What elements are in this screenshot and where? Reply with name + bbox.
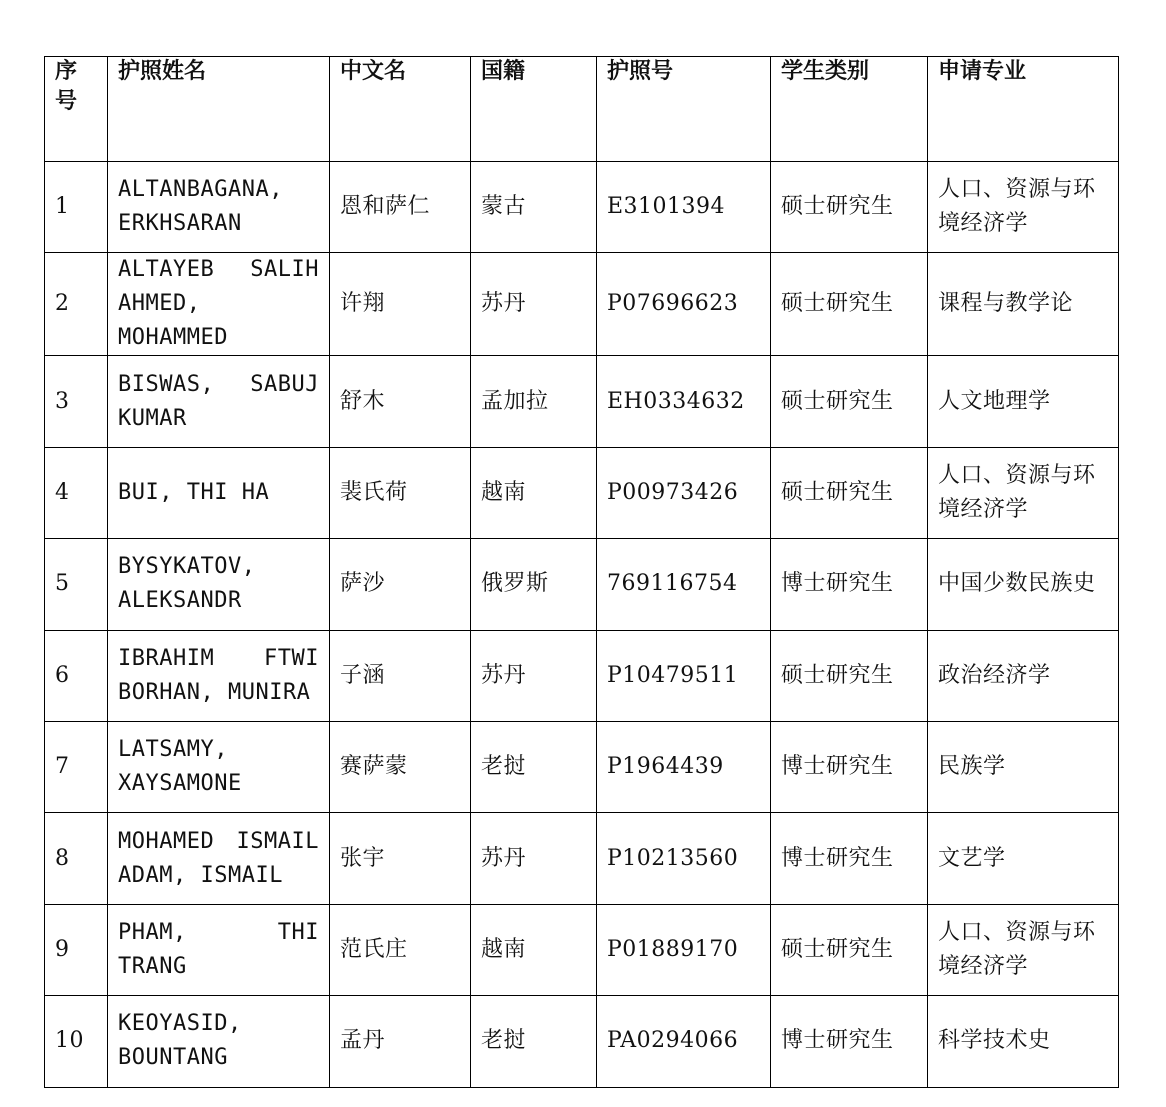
cell-chinese-name: 恩和萨仁 xyxy=(330,162,471,253)
cell-passport-no: P07696623 xyxy=(597,253,771,356)
cell-nationality: 蒙古 xyxy=(471,162,597,253)
table-row xyxy=(45,539,1119,630)
header-passport-name: 护照姓名 xyxy=(108,57,330,162)
cell-passport-name: MOHAMED ISMAIL ADAM, ISMAIL xyxy=(108,813,330,904)
cell-passport-no: 769116754 xyxy=(597,539,771,630)
cell-nationality: 孟加拉 xyxy=(471,356,597,447)
cell-nationality: 苏丹 xyxy=(471,813,597,904)
cell-passport-no: P10479511 xyxy=(597,630,771,721)
cell-category: 博士研究生 xyxy=(771,539,928,630)
cell-passport-no: P00973426 xyxy=(597,447,771,538)
cell-passport-no: E3101394 xyxy=(597,162,771,253)
cell-index: 7 xyxy=(45,721,108,812)
table-row xyxy=(45,162,1119,253)
cell-passport-no: EH0334632 xyxy=(597,356,771,447)
cell-passport-no: P1964439 xyxy=(597,721,771,812)
cell-category: 硕士研究生 xyxy=(771,162,928,253)
cell-index: 3 xyxy=(45,356,108,447)
cell-index: 9 xyxy=(45,904,108,995)
cell-nationality: 越南 xyxy=(471,447,597,538)
cell-category: 硕士研究生 xyxy=(771,253,928,356)
cell-chinese-name: 范氏庄 xyxy=(330,904,471,995)
cell-major: 政治经济学 xyxy=(928,630,1119,721)
header-passport-no: 护照号 xyxy=(597,57,771,162)
cell-chinese-name: 许翔 xyxy=(330,253,471,356)
table-row xyxy=(45,996,1119,1087)
cell-nationality: 苏丹 xyxy=(471,630,597,721)
cell-category: 博士研究生 xyxy=(771,813,928,904)
cell-index: 2 xyxy=(45,253,108,356)
header-major: 申请专业 xyxy=(928,57,1119,162)
cell-passport-no: P10213560 xyxy=(597,813,771,904)
cell-chinese-name: 孟丹 xyxy=(330,996,471,1087)
header-category: 学生类别 xyxy=(771,57,928,162)
cell-passport-name: PHAM, THI TRANG xyxy=(108,904,330,995)
cell-category: 博士研究生 xyxy=(771,996,928,1087)
cell-category: 硕士研究生 xyxy=(771,356,928,447)
table-row xyxy=(45,630,1119,721)
table-row xyxy=(45,721,1119,812)
cell-category: 博士研究生 xyxy=(771,721,928,812)
cell-major: 人文地理学 xyxy=(928,356,1119,447)
cell-category: 硕士研究生 xyxy=(771,904,928,995)
cell-passport-no: P01889170 xyxy=(597,904,771,995)
cell-chinese-name: 张宇 xyxy=(330,813,471,904)
cell-major: 人口、资源与环境经济学 xyxy=(928,162,1119,253)
table-row xyxy=(45,447,1119,538)
cell-index: 4 xyxy=(45,447,108,538)
header-nationality: 国籍 xyxy=(471,57,597,162)
cell-category: 硕士研究生 xyxy=(771,447,928,538)
cell-chinese-name: 赛萨蒙 xyxy=(330,721,471,812)
cell-index: 6 xyxy=(45,630,108,721)
cell-passport-name: LATSAMY, XAYSAMONE xyxy=(108,721,330,812)
cell-major: 人口、资源与环境经济学 xyxy=(928,904,1119,995)
cell-category: 硕士研究生 xyxy=(771,630,928,721)
header-chinese-name: 中文名 xyxy=(330,57,471,162)
cell-major: 中国少数民族史 xyxy=(928,539,1119,630)
cell-nationality: 苏丹 xyxy=(471,253,597,356)
cell-index: 8 xyxy=(45,813,108,904)
cell-major: 课程与教学论 xyxy=(928,253,1119,356)
cell-nationality: 老挝 xyxy=(471,721,597,812)
applicant-table xyxy=(44,56,1119,1088)
table-row xyxy=(45,904,1119,995)
cell-chinese-name: 子涵 xyxy=(330,630,471,721)
table-row xyxy=(45,253,1119,356)
cell-passport-name: BUI, THI HA xyxy=(108,447,330,538)
header-row xyxy=(45,57,1119,162)
cell-major: 民族学 xyxy=(928,721,1119,812)
cell-index: 1 xyxy=(45,162,108,253)
cell-passport-name: ALTAYEB SALIH AHMED, MOHAMMED xyxy=(108,253,330,356)
cell-index: 5 xyxy=(45,539,108,630)
cell-passport-name: BYSYKATOV, ALEKSANDR xyxy=(108,539,330,630)
header-index: 序号 xyxy=(45,57,108,162)
table-row xyxy=(45,813,1119,904)
cell-chinese-name: 舒木 xyxy=(330,356,471,447)
cell-major: 人口、资源与环境经济学 xyxy=(928,447,1119,538)
cell-chinese-name: 萨沙 xyxy=(330,539,471,630)
cell-passport-name: KEOYASID, BOUNTANG xyxy=(108,996,330,1087)
cell-passport-no: PA0294066 xyxy=(597,996,771,1087)
cell-nationality: 老挝 xyxy=(471,996,597,1087)
cell-passport-name: IBRAHIM FTWI BORHAN, MUNIRA xyxy=(108,630,330,721)
cell-index: 10 xyxy=(45,996,108,1087)
cell-passport-name: ALTANBAGANA, ERKHSARAN xyxy=(108,162,330,253)
cell-nationality: 俄罗斯 xyxy=(471,539,597,630)
cell-major: 文艺学 xyxy=(928,813,1119,904)
table-row xyxy=(45,356,1119,447)
cell-nationality: 越南 xyxy=(471,904,597,995)
cell-major: 科学技术史 xyxy=(928,996,1119,1087)
cell-passport-name: BISWAS, SABUJ KUMAR xyxy=(108,356,330,447)
cell-chinese-name: 裴氏荷 xyxy=(330,447,471,538)
